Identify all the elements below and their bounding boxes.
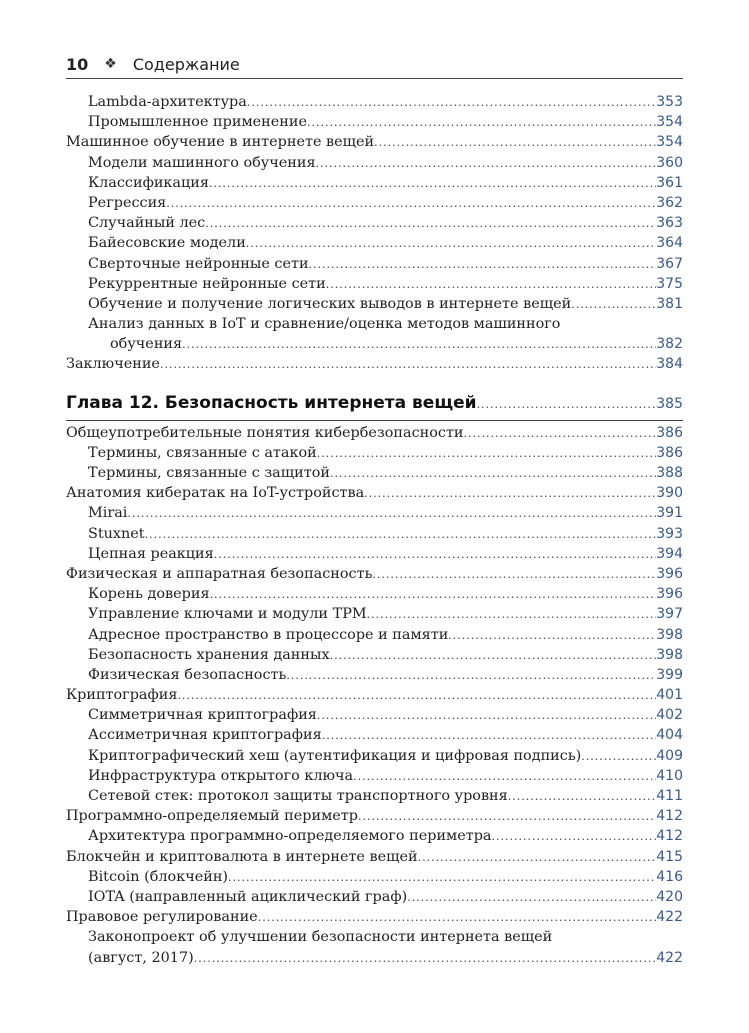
toc-entry[interactable] (66, 233, 683, 253)
leader-dots (407, 888, 656, 908)
toc-entry-title-line1: Законопроект об улучшении безопасности интернета вещей (88, 929, 553, 946)
toc-entry[interactable] (66, 806, 683, 826)
toc-page-number: 363 (656, 215, 683, 232)
toc-page-number: 386 (656, 444, 683, 461)
toc-page-number: 409 (656, 747, 683, 764)
toc-entry[interactable] (66, 907, 683, 927)
leader-dots (316, 154, 657, 174)
toc-page-number: 381 (656, 295, 683, 312)
toc-page-number: 412 (656, 808, 683, 825)
toc-entry-title: Lambda-архитектура (88, 94, 247, 110)
toc-page-number: 354 (656, 114, 683, 131)
chapter-rule (66, 420, 683, 421)
toc-entry[interactable] (66, 645, 683, 665)
toc-page-number: 412 (656, 828, 683, 845)
toc-page-number: 416 (656, 868, 683, 885)
toc-entry-title: Криптография (66, 687, 178, 704)
running-title: Содержание (132, 54, 240, 74)
leader-dots (286, 666, 656, 686)
toc-entry[interactable] (66, 725, 683, 745)
toc-entry[interactable] (66, 887, 683, 907)
toc-entry-conclusion[interactable] (66, 354, 683, 374)
leader-dots (209, 174, 656, 194)
toc-page-number: 401 (656, 687, 683, 704)
toc-page-number: 397 (656, 606, 683, 623)
toc-entry-title: Корень доверия (88, 586, 210, 603)
table-of-contents (66, 92, 683, 968)
leader-dots (317, 444, 657, 464)
toc-entry[interactable] (66, 254, 683, 274)
toc-entry-title: Криптографический хеш (аутентификация и цифровая подпись) (88, 747, 582, 764)
leader-dots (374, 133, 656, 153)
chapter-title: Глава 12. Безопасность интернета вещей (66, 392, 477, 413)
toc-entry[interactable] (66, 524, 683, 544)
leader-dots (247, 93, 656, 113)
leader-dots (418, 848, 657, 868)
toc-entry-title: Термины, связанные с атакой (88, 444, 317, 461)
toc-entry-title: Термины, связанные с защитой (88, 465, 330, 481)
toc-page-number: 394 (656, 545, 683, 562)
toc-entry-title: Безопасность хранения данных (88, 646, 330, 663)
leader-dots (205, 214, 656, 234)
toc-entry-title: Цепная реакция (88, 545, 214, 562)
toc-page-number: 398 (656, 646, 683, 663)
toc-entry-title: Bitcoin (блокчейн) (88, 868, 229, 885)
page-number: 10 (66, 54, 89, 74)
toc-entry[interactable] (66, 503, 683, 523)
leader-dots (127, 504, 656, 524)
leader-dots (182, 335, 656, 355)
toc-page-number: 382 (656, 336, 683, 353)
toc-entry-title: Рекуррентные нейронные сети (88, 275, 326, 292)
toc-entry[interactable] (66, 604, 683, 624)
toc-entry[interactable] (66, 173, 683, 193)
toc-entry[interactable] (66, 112, 683, 132)
leader-dots (492, 827, 657, 847)
leader-dots (358, 807, 656, 827)
toc-entry[interactable] (66, 294, 683, 314)
leader-dots (307, 113, 656, 133)
toc-entry-title: Сетевой стек: протокол защиты транспортного уровня (88, 788, 508, 804)
toc-page-number: 361 (656, 174, 683, 191)
toc-page-number: 367 (656, 255, 683, 272)
chapter-page-number: 385 (656, 395, 683, 412)
toc-entry[interactable] (66, 584, 683, 604)
leader-dots (258, 908, 657, 928)
toc-entry[interactable] (66, 826, 683, 846)
toc-entry-title: Программно-определяемый периметр (66, 808, 358, 825)
leader-dots (214, 545, 657, 565)
toc-entry[interactable] (66, 746, 683, 766)
toc-entry[interactable] (66, 483, 683, 503)
toc-page-number: 375 (656, 275, 683, 292)
toc-page-number: 390 (656, 485, 683, 502)
toc-page-number: 384 (656, 356, 683, 373)
toc-entry-title: Сверточные нейронные сети (88, 255, 309, 272)
toc-entry-title: Блокчейн и криптовалюта в интернете вещей (66, 848, 418, 865)
leader-dots (160, 355, 656, 375)
leader-dots (330, 464, 656, 484)
toc-entry[interactable] (66, 625, 683, 645)
leader-dots (508, 787, 657, 807)
leader-dots (246, 234, 656, 254)
toc-page-number: 396 (656, 586, 683, 603)
toc-entry-title: Управление ключами и модули TPM (88, 606, 367, 623)
toc-page-number: 354 (656, 134, 683, 151)
toc-entry-title-line2: обучения (110, 336, 183, 353)
leader-dots (571, 295, 656, 315)
toc-page-number: 391 (656, 505, 683, 522)
leader-dots (166, 194, 656, 214)
toc-entry-title: Случайный лес (88, 215, 206, 232)
toc-entry-title: Инфраструктура открытого ключа (88, 767, 354, 784)
toc-entry[interactable] (66, 132, 683, 152)
toc-entry-wrapped[interactable] (66, 927, 683, 967)
toc-entry[interactable] (66, 153, 683, 173)
leader-dots (464, 424, 657, 444)
toc-entry[interactable] (66, 92, 683, 112)
toc-page-number: 393 (656, 525, 683, 542)
toc-entry-title: Ассиметричная криптография (88, 727, 322, 744)
toc-page-number: 398 (656, 626, 683, 643)
toc-entry-title: Правовое регулирование (66, 909, 258, 926)
toc-entry[interactable] (66, 665, 683, 685)
toc-entry[interactable] (66, 847, 683, 867)
toc-entry[interactable] (66, 443, 683, 463)
toc-page-number: 396 (656, 565, 683, 582)
toc-entry-title: Обучение и получение логических выводов в интернете вещей (88, 295, 572, 312)
toc-entry-wrapped[interactable] (66, 314, 683, 354)
toc-page-number: 364 (656, 235, 683, 252)
toc-entry-title: Физическая и аппаратная безопасность (66, 565, 373, 582)
toc-entry-title: Анатомия кибератак на IoT-устройства (66, 485, 365, 502)
toc-entry-title: Физическая безопасность (88, 666, 287, 683)
leader-dots (448, 626, 656, 646)
leader-dots (145, 525, 657, 545)
chapter-heading[interactable] (66, 390, 683, 416)
leader-dots (330, 646, 657, 666)
toc-entry-title: Заключение (66, 356, 160, 373)
leader-dots (372, 565, 656, 585)
leader-dots (364, 484, 656, 504)
toc-page-number: 362 (656, 194, 683, 211)
toc-entry-title: Stuxnet (88, 525, 145, 542)
leader-dots (177, 686, 656, 706)
toc-page-number: 388 (656, 465, 683, 481)
toc-entry-title: Промышленное применение (88, 114, 307, 131)
toc-entry-title: Адресное пространство в процессоре и памяти (88, 626, 449, 643)
leader-dots (477, 392, 657, 418)
toc-entry-title: Модели машинного обучения (88, 154, 316, 171)
ornament-icon: ❖ (104, 56, 117, 72)
toc-entry-title: Mirai (88, 505, 128, 522)
toc-entry-title: Байесовские модели (88, 235, 246, 252)
toc-page-number: 420 (656, 888, 683, 905)
leader-dots (317, 706, 656, 726)
page-header (66, 52, 683, 76)
toc-page-number: 353 (656, 94, 683, 110)
toc-entry-title: Симметричная криптография (88, 707, 317, 724)
toc-entry-title: Архитектура программно-определяемого периметра (88, 828, 492, 845)
toc-entry[interactable] (66, 685, 683, 705)
toc-entry[interactable] (66, 274, 683, 294)
toc-page-number: 360 (656, 154, 683, 171)
toc-entry[interactable] (66, 786, 683, 806)
toc-entry-title: IOTA (направленный ациклический граф) (88, 888, 408, 905)
toc-entry-title: Общеупотребительные понятия кибербезопасности (66, 424, 464, 441)
toc-page-number: 402 (656, 707, 683, 724)
toc-entry[interactable] (66, 423, 683, 443)
toc-entry-title: Машинное обучение в интернете вещей (66, 134, 375, 151)
toc-page-number: 422 (656, 949, 683, 966)
toc-page-number: 415 (656, 848, 683, 865)
leader-dots (353, 767, 656, 787)
toc-page-number: 404 (656, 727, 683, 744)
toc-page-number: 410 (656, 767, 683, 784)
toc-entry[interactable] (66, 766, 683, 786)
toc-entry[interactable] (66, 213, 683, 233)
leader-dots (210, 585, 657, 605)
leader-dots (581, 747, 656, 767)
toc-entry[interactable] (66, 705, 683, 725)
toc-entry[interactable] (66, 463, 683, 483)
leader-dots (228, 868, 656, 888)
toc-page-number: 386 (656, 424, 683, 441)
header-rule (66, 78, 683, 79)
toc-page-number: 399 (656, 666, 683, 683)
toc-entry[interactable] (66, 867, 683, 887)
leader-dots (194, 949, 657, 969)
leader-dots (326, 275, 657, 295)
toc-entry-title-line2: (август, 2017) (88, 949, 194, 966)
toc-page-number: 411 (656, 788, 683, 804)
leader-dots (367, 605, 657, 625)
toc-entry[interactable] (66, 544, 683, 564)
toc-entry[interactable] (66, 564, 683, 584)
toc-entry-title: Классификация (88, 174, 209, 191)
toc-entry-title: Регрессия (88, 194, 167, 211)
leader-dots (309, 255, 657, 275)
toc-page-number: 422 (656, 909, 683, 926)
toc-entry[interactable] (66, 193, 683, 213)
leader-dots (322, 726, 657, 746)
toc-entry-title-line1: Анализ данных в IoT и сравнение/оценка методов машинного (88, 316, 561, 333)
